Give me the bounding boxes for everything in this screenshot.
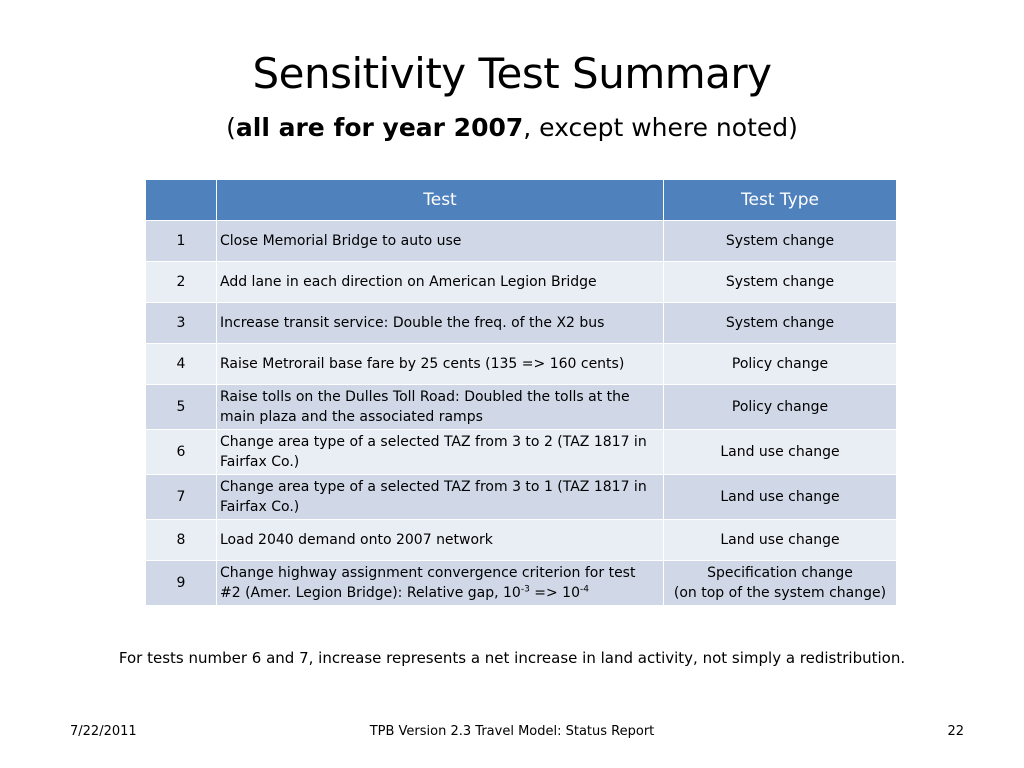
test-description: Load 2040 demand onto 2007 network [217, 520, 664, 561]
subtitle-rest: , except where noted) [523, 113, 798, 142]
test-number: 5 [146, 385, 217, 430]
subtitle-bold: all are for year 2007 [235, 113, 524, 142]
test-description [217, 561, 664, 606]
slide-subtitle [0, 110, 1024, 146]
test-number: 2 [146, 262, 217, 303]
table-row [146, 385, 897, 430]
table-row [146, 303, 897, 344]
table-row [146, 430, 897, 475]
subtitle-open-paren: ( [226, 113, 236, 142]
test-number: 3 [146, 303, 217, 344]
test-type: Policy change [664, 344, 897, 385]
sensitivity-test-table [145, 179, 897, 606]
table-row [146, 520, 897, 561]
table-row [146, 475, 897, 520]
test-description-text: Change highway assignment convergence criterion for test #2 (Amer. Legion Bridge): Relative gap, 10 [220, 565, 636, 601]
table-row [146, 344, 897, 385]
test-type: System change [664, 221, 897, 262]
table-row [146, 221, 897, 262]
test-type: Policy change [664, 385, 897, 430]
test-description: Raise Metrorail base fare by 25 cents (135 => 160 cents) [217, 344, 664, 385]
test-number: 8 [146, 520, 217, 561]
exponent-superscript: -4 [580, 584, 589, 595]
test-number: 7 [146, 475, 217, 520]
table-header-row [146, 180, 897, 221]
test-description: Increase transit service: Double the freq. of the X2 bus [217, 303, 664, 344]
slide-number: 22 [947, 724, 964, 739]
test-type-note: (on top of the system change) [673, 585, 887, 601]
footnote: For tests number 6 and 7, increase represents a net increase in land activity, not simply a redistribution. [118, 649, 906, 667]
test-type [664, 561, 897, 606]
footer-date: 7/22/2011 [70, 724, 137, 739]
table-row [146, 262, 897, 303]
header-test-type: Test Type [664, 180, 897, 221]
test-number: 1 [146, 221, 217, 262]
header-number [146, 180, 217, 221]
test-number: 9 [146, 561, 217, 606]
footer-title: TPB Version 2.3 Travel Model: Status Report [369, 724, 655, 739]
test-description: Add lane in each direction on American Legion Bridge [217, 262, 664, 303]
test-number: 6 [146, 430, 217, 475]
test-description-text: => 10 [529, 585, 580, 601]
exponent-superscript: -3 [520, 584, 530, 595]
test-type: Land use change [664, 520, 897, 561]
table-row [146, 561, 897, 606]
test-description: Raise tolls on the Dulles Toll Road: Doubled the tolls at the main plaza and the associated ramps [217, 385, 664, 430]
header-test: Test [217, 180, 664, 221]
test-description: Change area type of a selected TAZ from 3 to 2 (TAZ 1817 in Fairfax Co.) [217, 430, 664, 475]
test-type: System change [664, 303, 897, 344]
test-type-line: Specification change [707, 565, 853, 581]
test-number: 4 [146, 344, 217, 385]
test-description: Change area type of a selected TAZ from 3 to 1 (TAZ 1817 in Fairfax Co.) [217, 475, 664, 520]
slide-title: Sensitivity Test Summary [252, 49, 772, 98]
test-description: Close Memorial Bridge to auto use [217, 221, 664, 262]
test-type: System change [664, 262, 897, 303]
test-type: Land use change [664, 475, 897, 520]
test-type: Land use change [664, 430, 897, 475]
